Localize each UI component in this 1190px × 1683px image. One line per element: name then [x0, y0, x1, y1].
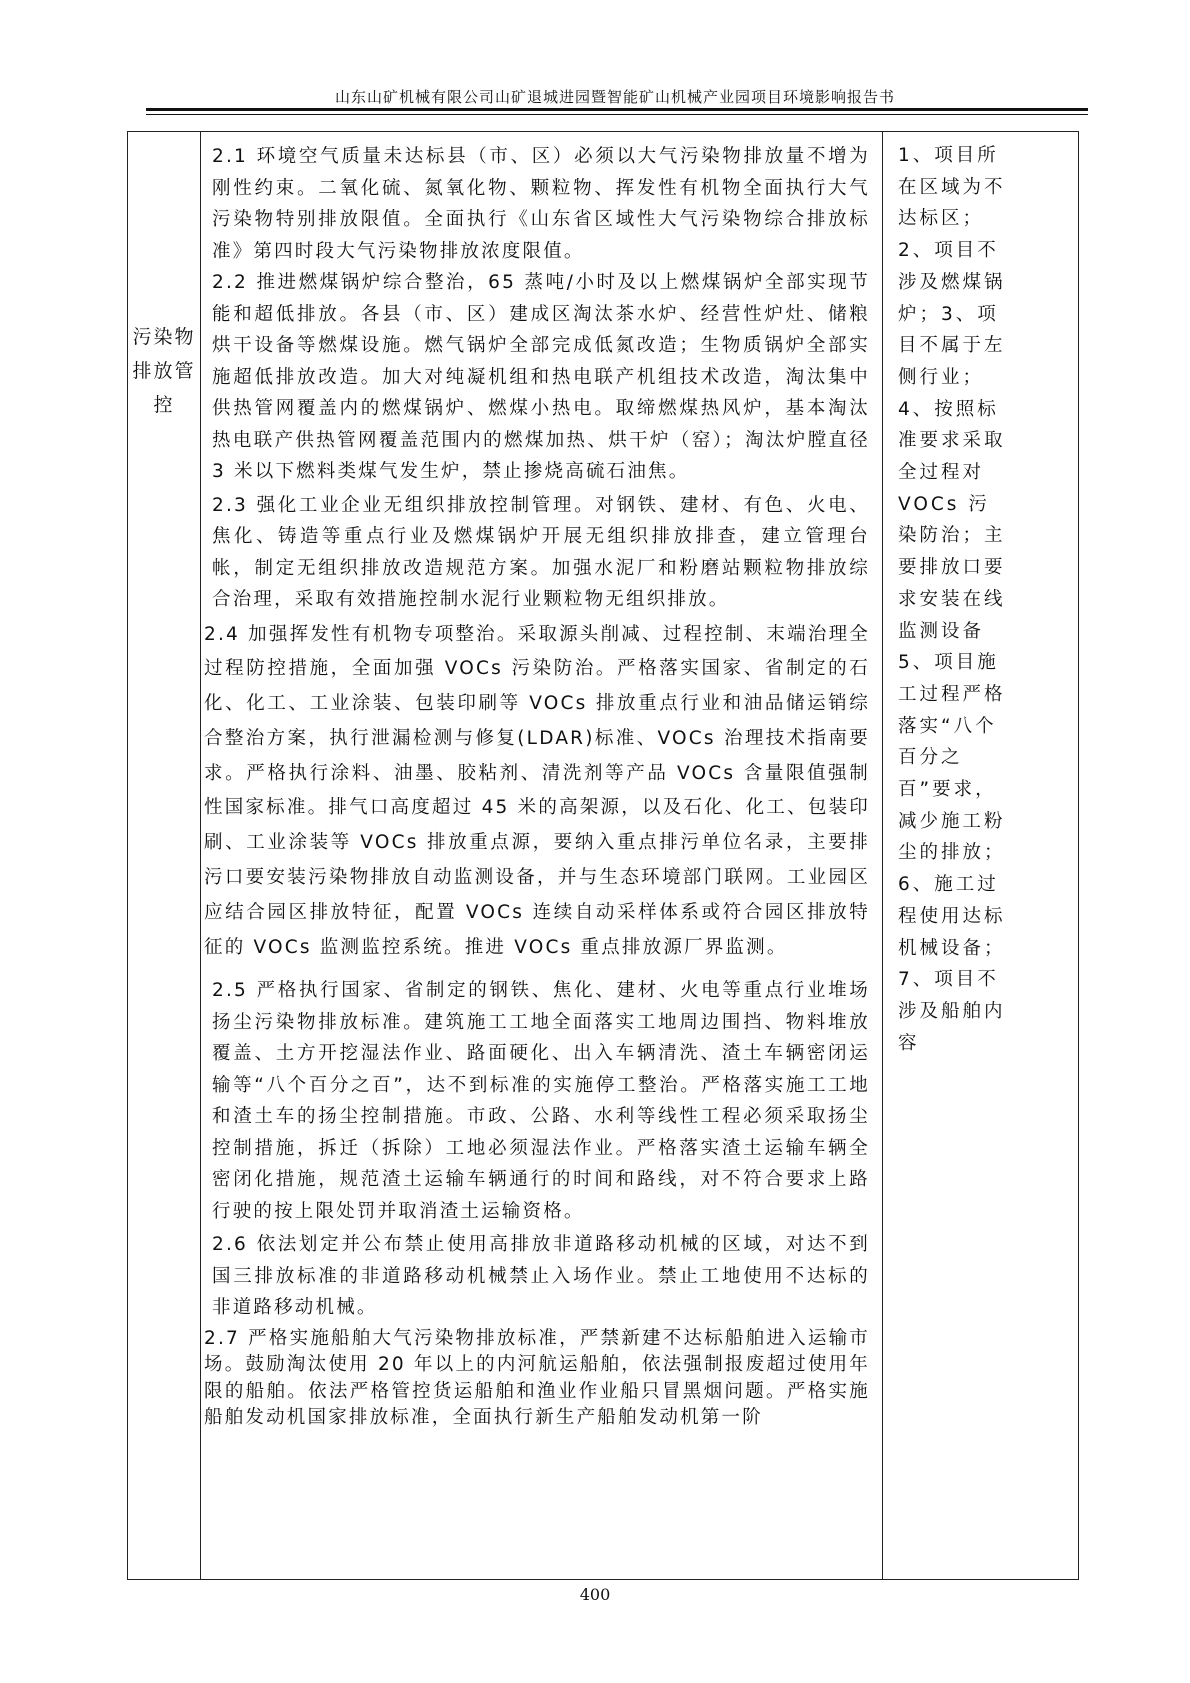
column-divider [882, 132, 883, 1579]
compliance-analysis-cell [898, 140, 1010, 1059]
page-number: 400 [579, 1585, 611, 1604]
category-cell: 污染物排放管控 [132, 326, 196, 416]
compliance-analysis-text: 1、项目所在区域为不达标区；2、项目不涉及燃煤锅炉；3、项目不属于左侧行业；4、按照标准要求采取全过程对 VOCs 污染防治；主要排放口要求安装在线监测设备 5、项目施工过程严格落实“八个百分之百”要求，减少施工粉尘的排放；6、施工过程使用达标机械设备；7、项目不涉及船舶内容 [898, 145, 1006, 1054]
requirement-paragraph: 2.1 环境空气质量未达标县（市、区）必须以大气污染物排放量不增为刚性约束。二氧化硫、氮氧化物、颗粒物、挥发性有机物全面执行大气污染物特别排放限值。全面执行《山东省区域性大气污染物综合排放标准》第四时段大气污染物排放浓度限值。 [212, 146, 870, 262]
requirement-paragraph: 2.3 强化工业企业无组织排放控制管理。对钢铁、建材、有色、火电、焦化、铸造等重点行业及燃煤锅炉开展无组织排放排查，建立管理台帐，制定无组织排放改造规范方案。加强水泥厂和粉磨站颗粒物排放综合治理，采取有效措施控制水泥行业颗粒物无组织排放。 [212, 494, 870, 610]
requirement-paragraph: 2.5 严格执行国家、省制定的钢铁、焦化、建材、火电等重点行业堆场扬尘污染物排放标准。建筑施工工地全面落实工地周边围挡、物料堆放覆盖、土方开挖湿法作业、路面硬化、出入车辆清洗、渣土车辆密闭运输等“八个百分之百”，达不到标准的实施停工整治。严格落实施工工地和渣土车的扬尘控制措施。市政、公路、水利等线性工程必须采取扬尘控制措施，拆迁（拆除）工地必须湿法作业。严格落实渣土运输车辆全密闭化措施，规范渣土运输车辆通行的时间和路线，对不符合要求上路行驶的按上限处罚并取消渣土运输资格。 [212, 980, 870, 1222]
requirement-paragraph: 2.4 加强挥发性有机物专项整治。采取源头削减、过程控制、末端治理全过程防控措施，全面加强 VOCs 污染防治。严格落实国家、省制定的石化、化工、工业涂装、包装印刷等 VOCs 排放重点行业和油品储运销综合整治方案，执行泄漏检测与修复(LDAR)标准、VOCs 治理技术指南要求。严格执行涂料、油墨、胶粘剂、清洗剂等产品 VOCs 含量限值强制性国家标准。排气口高度超过 45 米的高架源，以及石化、化工、包装印刷、工业涂装等 VOCs 排放重点源，要纳入重点排污单位名录，主要排污口要安装污染物排放自动监测设备，并与生态环境部门联网。工业园区应结合园区排放特征，配置 VOCs 连续自动采样体系或符合园区排放特征的 VOCs 监测监控系统。推进 VOCs 重点排放源厂界监测。 [204, 623, 870, 958]
header-rule-thin [146, 114, 1088, 115]
requirement-paragraph: 2.2 推进燃煤锅炉综合整治，65 蒸吨/小时及以上燃煤锅炉全部实现节能和超低排放。各县（市、区）建成区淘汰茶水炉、经营性炉灶、储粮烘干设备等燃煤设施。燃气锅炉全部完成低氮改造；生物质锅炉全部实施超低排放改造。加大对纯凝机组和热电联产机组技术改造，淘汰集中供热管网覆盖内的燃煤锅炉、燃煤小热电。取缔燃煤热风炉，基本淘汰热电联产供热管网覆盖范围内的燃煤加热、烘干炉（窑）；淘汰炉膛直径 3 米以下燃料类煤气发生炉，禁止掺烧高硫石油焦。 [212, 272, 870, 482]
requirement-paragraph: 2.6 依法划定并公布禁止使用高排放非道路移动机械的区域，对达不到国三排放标准的非道路移动机械禁止入场作业。禁止工地使用不达标的非道路移动机械。 [212, 1234, 870, 1319]
requirements-cell [204, 141, 876, 1432]
document-header-title: 山东山矿机械有限公司山矿退城进园暨智能矿山机械产业园项目环境影响报告书 [334, 88, 895, 106]
column-divider [200, 132, 201, 1579]
requirements-table [127, 131, 1079, 1580]
header-rule-thick [146, 108, 1088, 111]
requirement-paragraph: 2.7 严格实施船舶大气污染物排放标准，严禁新建不达标船舶进入运输市场。鼓励淘汰使用 20 年以上的内河航运船舶，依法强制报废超过使用年限的船舶。依法严格管控货运船舶和渔业作业船只冒黑烟问题。严格实施船舶发动机国家排放标准，全面执行新生产船舶发动机第一阶 [204, 1327, 870, 1429]
